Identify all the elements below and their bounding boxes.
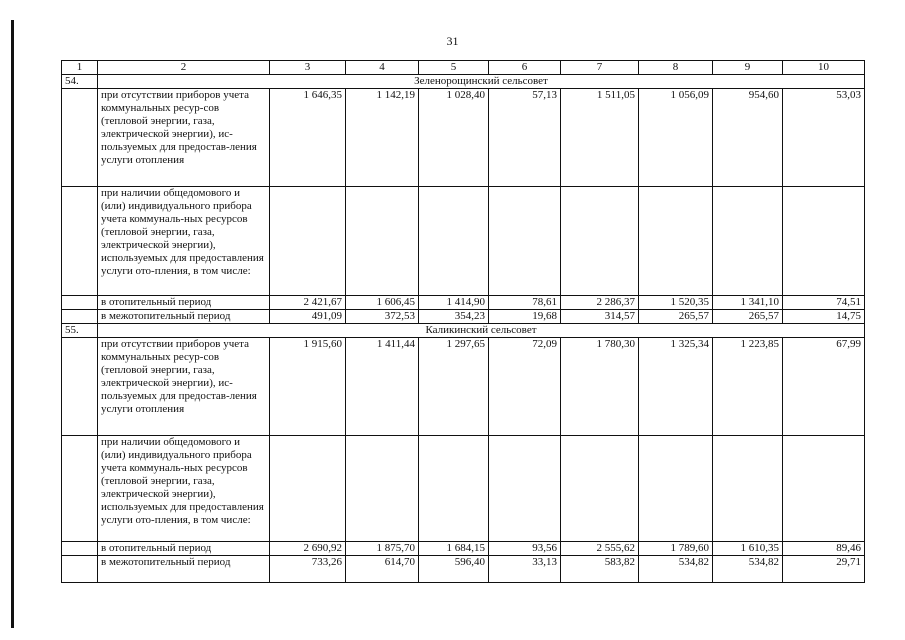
value-cell: 1 520,35 xyxy=(639,296,713,310)
value-cell: 1 606,45 xyxy=(346,296,419,310)
column-header: 9 xyxy=(713,61,783,75)
value-cell: 1 297,65 xyxy=(419,338,489,436)
value-cell: 733,26 xyxy=(270,556,346,583)
value-cell: 954,60 xyxy=(713,89,783,187)
row-label: в межотопительный период xyxy=(98,556,270,583)
group-header-row xyxy=(62,75,865,89)
value-cell: 78,61 xyxy=(489,296,561,310)
value-cell: 2 690,92 xyxy=(270,542,346,556)
value-cell xyxy=(270,436,346,542)
value-cell: 29,71 xyxy=(783,556,865,583)
table-row xyxy=(62,556,865,583)
row-label: в отопительный период xyxy=(98,296,270,310)
value-cell: 57,13 xyxy=(489,89,561,187)
column-header: 8 xyxy=(639,61,713,75)
value-cell: 1 411,44 xyxy=(346,338,419,436)
table-row xyxy=(62,338,865,436)
value-cell xyxy=(783,187,865,296)
table-row xyxy=(62,187,865,296)
value-cell xyxy=(561,436,639,542)
value-cell: 1 056,09 xyxy=(639,89,713,187)
row-label: при наличии общедомового и (или) индивидуального прибора учета коммуналь-ных ресурсов (тепловой энергии, газа, электрической энергии), используемых для предоставления услуги ото-пления, в том числе: xyxy=(98,187,270,296)
value-cell: 265,57 xyxy=(639,310,713,324)
column-header: 2 xyxy=(98,61,270,75)
value-cell: 33,13 xyxy=(489,556,561,583)
value-cell xyxy=(639,436,713,542)
column-header: 4 xyxy=(346,61,419,75)
table-row xyxy=(62,436,865,542)
value-cell: 1 646,35 xyxy=(270,89,346,187)
group-title: Каликинский сельсовет xyxy=(98,324,865,338)
group-header-row xyxy=(62,324,865,338)
value-cell: 93,56 xyxy=(489,542,561,556)
value-cell: 67,99 xyxy=(783,338,865,436)
value-cell: 89,46 xyxy=(783,542,865,556)
value-cell: 583,82 xyxy=(561,556,639,583)
value-cell: 1 511,05 xyxy=(561,89,639,187)
tariff-table-body xyxy=(62,61,865,583)
value-cell: 74,51 xyxy=(783,296,865,310)
value-cell: 1 223,85 xyxy=(713,338,783,436)
value-cell: 614,70 xyxy=(346,556,419,583)
value-cell: 534,82 xyxy=(639,556,713,583)
value-cell: 1 915,60 xyxy=(270,338,346,436)
row-label: при отсутствии приборов учета коммунальных ресур-сов (тепловой энергии, газа, электрической энергии), ис-пользуемых для предостав-ления услуги отопления xyxy=(98,89,270,187)
column-header: 1 xyxy=(62,61,98,75)
scan-edge-line xyxy=(11,20,14,628)
value-cell: 2 421,67 xyxy=(270,296,346,310)
column-header: 5 xyxy=(419,61,489,75)
value-cell xyxy=(419,187,489,296)
value-cell: 534,82 xyxy=(713,556,783,583)
value-cell: 1 684,15 xyxy=(419,542,489,556)
value-cell: 72,09 xyxy=(489,338,561,436)
table-row xyxy=(62,542,865,556)
value-cell: 1 780,30 xyxy=(561,338,639,436)
page-number: 31 xyxy=(446,34,459,48)
table-row xyxy=(62,89,865,187)
value-cell: 1 610,35 xyxy=(713,542,783,556)
value-cell: 1 875,70 xyxy=(346,542,419,556)
value-cell xyxy=(270,187,346,296)
value-cell: 491,09 xyxy=(270,310,346,324)
column-header: 10 xyxy=(783,61,865,75)
value-cell: 1 789,60 xyxy=(639,542,713,556)
value-cell: 1 341,10 xyxy=(713,296,783,310)
group-number: 55. xyxy=(62,324,98,338)
group-title: Зеленорощинский сельсовет xyxy=(98,75,865,89)
row-label: в отопительный период xyxy=(98,542,270,556)
value-cell xyxy=(419,436,489,542)
value-cell: 596,40 xyxy=(419,556,489,583)
value-cell xyxy=(489,436,561,542)
value-cell: 53,03 xyxy=(783,89,865,187)
value-cell: 14,75 xyxy=(783,310,865,324)
value-cell: 372,53 xyxy=(346,310,419,324)
value-cell: 265,57 xyxy=(713,310,783,324)
value-cell xyxy=(639,187,713,296)
table-row xyxy=(62,296,865,310)
value-cell xyxy=(346,436,419,542)
value-cell xyxy=(783,436,865,542)
column-header: 3 xyxy=(270,61,346,75)
value-cell: 314,57 xyxy=(561,310,639,324)
value-cell xyxy=(561,187,639,296)
tariff-table xyxy=(61,60,865,583)
group-number: 54. xyxy=(62,75,98,89)
value-cell: 354,23 xyxy=(419,310,489,324)
column-header: 6 xyxy=(489,61,561,75)
table-row xyxy=(62,310,865,324)
value-cell: 1 325,34 xyxy=(639,338,713,436)
row-label: при наличии общедомового и (или) индивидуального прибора учета коммуналь-ных ресурсов (тепловой энергии, газа, электрической энергии), используемых для предоставления услуги ото-пления, в том числе: xyxy=(98,436,270,542)
row-label: при отсутствии приборов учета коммунальных ресур-сов (тепловой энергии, газа, электрической энергии), ис-пользуемых для предостав-ления услуги отопления xyxy=(98,338,270,436)
value-cell xyxy=(713,187,783,296)
row-label: в межотопительный период xyxy=(98,310,270,324)
value-cell: 19,68 xyxy=(489,310,561,324)
value-cell: 2 555,62 xyxy=(561,542,639,556)
value-cell: 1 028,40 xyxy=(419,89,489,187)
value-cell: 2 286,37 xyxy=(561,296,639,310)
value-cell xyxy=(489,187,561,296)
value-cell xyxy=(713,436,783,542)
value-cell xyxy=(346,187,419,296)
column-number-row xyxy=(62,61,865,75)
value-cell: 1 414,90 xyxy=(419,296,489,310)
column-header: 7 xyxy=(561,61,639,75)
value-cell: 1 142,19 xyxy=(346,89,419,187)
